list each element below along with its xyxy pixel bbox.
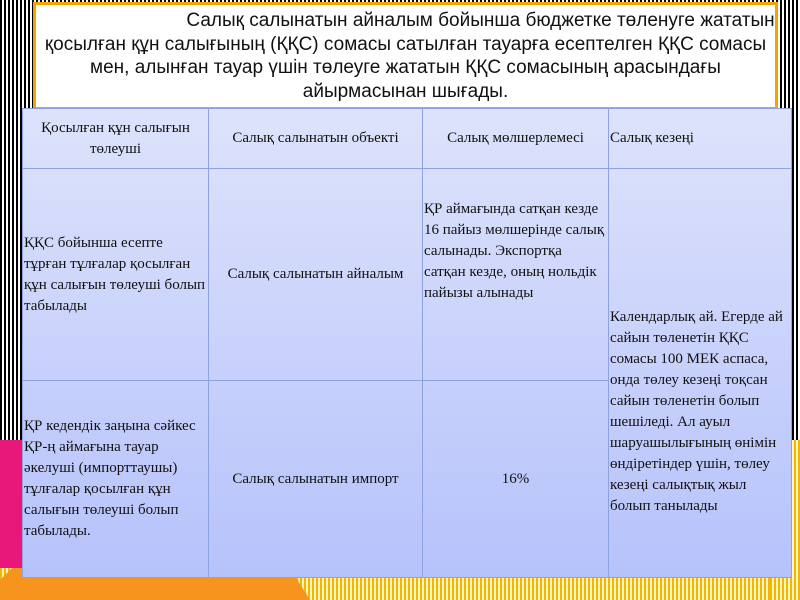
header-cell: Салық кезеңі [609,109,792,169]
title-text: Салық салынатын айналым бойынша бюджетке төленуге жататын қосылған құн салығының (ҚҚС) сомасы сатылған тауарға есептелген ҚҚС сомасы мен, алынған тауар үшін төлеуге жататын ҚҚС сомасының арасындағы айырмасынан шығады. [44,10,775,102]
slide-title [33,2,778,110]
table-cell: Салық салынатын айналым [209,169,423,381]
table-cell: ҚҚС бойынша есепте тұрған тұлғалар қосылған құн салығын төлеуші болып табылады [23,169,209,381]
table-cell: Календарлық ай. Егерде ай сайын төленетін ҚҚС сомасы 100 МЕК аспаса, онда төлеу кезеңі тоқсан сайын төленетін болып шешіледі. Ал ауыл шаруашылығының өнімін өндіретіндер үшін, төлеу кезеңі салықтық жыл болып танылады [609,169,792,578]
table-row [23,169,792,381]
table-cell: Салық салынатын импорт [209,381,423,578]
table-cell: 16% [423,381,609,578]
table-cell: ҚР кедендік заңына сәйкес ҚР-ң аймағына тауар әкелуші (импорттаушы) тұлғалар қосылған құн салығын төлеуші болып табылады. [23,381,209,578]
vat-table [22,108,792,578]
header-cell: Салық мөлшерлемесі [423,109,609,169]
table-cell: ҚР аймағында сатқан кезде 16 пайыз мөлшерінде салық салынады. Экспортқа сатқан кезде, оның нольдік пайызы алынады [423,169,609,381]
header-cell: Салық салынатын объекті [209,109,423,169]
header-cell: Қосылған құн салығын төлеуші [23,109,209,169]
header-row [23,109,792,169]
